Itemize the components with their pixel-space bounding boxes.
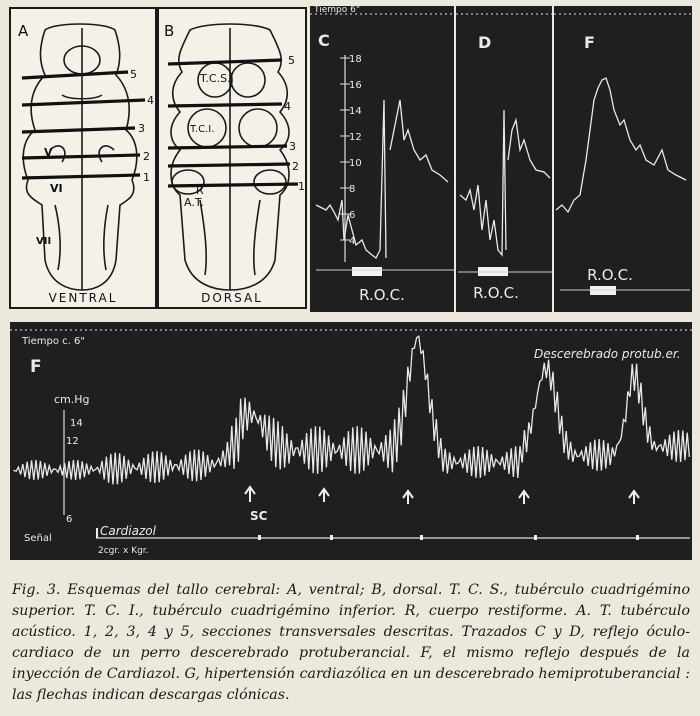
panel-c-time-label: Tiempo 6" (314, 5, 360, 15)
dose-label: 2cgr. x Kgr. (98, 546, 149, 556)
svg-text:1: 1 (298, 180, 305, 193)
figure-caption: Fig. 3. Esquemas del tallo cerebral: A, ventral; B, dorsal. T. C. S., tubérculo cuadrigémino superior. T. C. I., tubérculo cuadrigémino inferior. R, cuerpo restiforme. A. T. tubérculo acústico. 1, 2, 3, 4 y 5, secciones transversales descritas. Trazados C y D, reflejo óculo-cardiaco de un perro descerebrado protuberancial. F, el mismo reflejo después de la inyección de Cardiazol. G, hipertensión cardiazólica en un descerebrado hemiprotuberancial : las flechas indican descargas clónicas. (12, 582, 690, 703)
panel-c-stimulus-label: R.O.C. (359, 286, 405, 304)
panel-d-letter: D (478, 33, 492, 52)
svg-text:4: 4 (284, 100, 291, 113)
scale-tick-label: 12 (349, 132, 362, 143)
panel-a-caption: VENTRAL (48, 291, 118, 305)
label-r: R (196, 184, 204, 197)
nerve-label-vii: VII (36, 236, 52, 247)
svg-text:6: 6 (66, 514, 73, 525)
svg-text:5: 5 (130, 68, 137, 81)
panel-f-bottom-title: Descerebrado protub.er. (534, 347, 681, 361)
svg-text:5: 5 (288, 54, 295, 67)
label-at: A.T. (184, 196, 204, 209)
panel-f-bottom-letter: F (30, 357, 42, 377)
signal-label: Señal (24, 533, 52, 544)
panel-d-stimulus-label: R.O.C. (473, 284, 519, 302)
panel-a-ventral (10, 8, 156, 308)
svg-text:4: 4 (147, 94, 154, 107)
panel-b-letter: B (164, 22, 175, 40)
svg-text:1: 1 (143, 171, 150, 184)
svg-text:3: 3 (289, 140, 296, 153)
panel-f-top-letter: F (584, 33, 595, 52)
panel-d-trace (456, 6, 552, 312)
scale-tick-label: 16 (349, 80, 362, 91)
panel-b-dorsal (158, 8, 306, 308)
panel-a-letter: A (18, 22, 29, 40)
panel-c-trace (310, 5, 454, 312)
injection-mark: SC (250, 509, 268, 523)
scale-tick-label: 6 (349, 210, 356, 221)
nerve-label-vi: VI (50, 182, 63, 195)
drug-label: Cardiazol (100, 524, 156, 538)
scale-tick-label: 4 (349, 236, 356, 247)
panel-f-bottom-trace (10, 322, 692, 560)
scale-tick-label: 10 (349, 158, 362, 169)
svg-text:2: 2 (143, 150, 150, 163)
scale-tick-label: 18 (349, 54, 362, 65)
scale-tick-label: 14 (349, 106, 362, 117)
svg-text:3: 3 (138, 122, 145, 135)
scale-tick-label: 8 (349, 184, 356, 195)
panel-f-bottom-time-label: Tiempo c. 6" (22, 336, 85, 347)
panel-f-top-stimulus-label: R.O.C. (587, 266, 633, 284)
nerve-label-v: V (44, 146, 53, 159)
panel-f-bottom-unit: cm.Hg (54, 393, 90, 406)
label-tcs: T.C.S. (200, 72, 231, 85)
svg-text:14: 14 (70, 418, 83, 429)
panel-b-caption: DORSAL (201, 291, 263, 305)
panel-c-letter: C (318, 31, 330, 50)
svg-text:2: 2 (292, 160, 299, 173)
panel-f-top-trace (554, 6, 692, 312)
svg-text:12: 12 (66, 436, 79, 447)
label-tci: T.C.I. (190, 124, 215, 135)
